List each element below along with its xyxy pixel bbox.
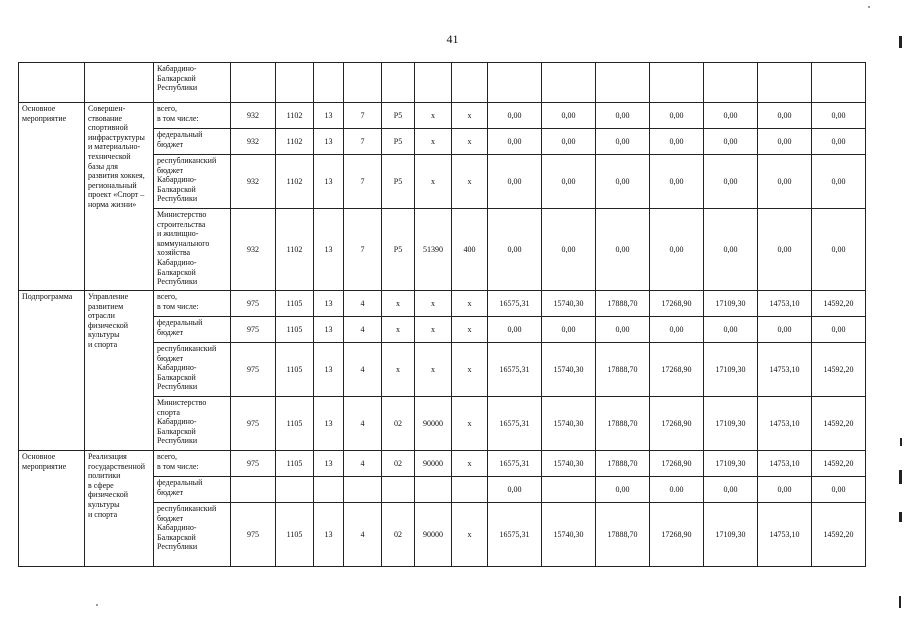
budget-code-cell: х	[452, 343, 488, 397]
budget-code-cell	[452, 63, 488, 103]
budget-code-cell: 13	[314, 209, 344, 291]
budget-code-cell: 13	[314, 343, 344, 397]
budget-code-cell: 13	[314, 503, 344, 567]
funding-source-cell: всего, в том числе:	[154, 291, 231, 317]
budget-code-cell: 975	[231, 451, 276, 477]
funding-source-cell: федеральный бюджет	[154, 317, 231, 343]
amount-cell: 0,00	[542, 155, 596, 209]
budget-code-cell: 13	[314, 451, 344, 477]
page-number: 41	[446, 32, 459, 46]
amount-cell: 14753,10	[758, 451, 812, 477]
table-row	[19, 103, 866, 129]
amount-cell: 17888,70	[596, 343, 650, 397]
budget-code-cell: 975	[231, 397, 276, 451]
amount-cell	[542, 63, 596, 103]
amount-cell: 17109,30	[704, 503, 758, 567]
amount-cell: 0,00	[758, 477, 812, 503]
budget-code-cell: 13	[314, 129, 344, 155]
budget-code-cell: 13	[314, 397, 344, 451]
amount-cell: 0,00	[704, 317, 758, 343]
budget-table	[18, 62, 866, 567]
budget-code-cell	[344, 477, 382, 503]
funding-source-cell: республиканский бюджет Кабардино- Балкарской Республики	[154, 503, 231, 567]
budget-code-cell: 1105	[276, 291, 314, 317]
amount-cell: 0,00	[596, 477, 650, 503]
amount-cell: 0,00	[542, 317, 596, 343]
budget-code-cell	[231, 63, 276, 103]
amount-cell: 14753,10	[758, 397, 812, 451]
budget-code-cell: х	[452, 317, 488, 343]
amount-cell: 0,00	[704, 209, 758, 291]
budget-code-cell: х	[415, 343, 452, 397]
budget-code-cell	[452, 477, 488, 503]
amount-cell: 17109,30	[704, 291, 758, 317]
budget-code-cell: 90000	[415, 397, 452, 451]
amount-cell: 17888,70	[596, 451, 650, 477]
budget-code-cell: х	[415, 291, 452, 317]
amount-cell: 0,00	[488, 209, 542, 291]
budget-code-cell	[415, 63, 452, 103]
budget-code-cell	[415, 477, 452, 503]
amount-cell: 16575,31	[488, 451, 542, 477]
amount-cell: 14753,10	[758, 291, 812, 317]
amount-cell	[812, 63, 866, 103]
amount-cell: 14592,20	[812, 451, 866, 477]
amount-cell: 0.00	[650, 477, 704, 503]
row-group-type: Основное мероприятие	[19, 451, 85, 567]
amount-cell: 0,00	[542, 209, 596, 291]
amount-cell: 0,00	[758, 129, 812, 155]
budget-code-cell: 1102	[276, 209, 314, 291]
amount-cell: 17268,90	[650, 503, 704, 567]
amount-cell	[596, 63, 650, 103]
budget-code-cell: 13	[314, 103, 344, 129]
amount-cell: 0,00	[704, 477, 758, 503]
budget-code-cell: P5	[382, 129, 415, 155]
amount-cell: 0,00	[650, 103, 704, 129]
amount-cell: 0,00	[704, 103, 758, 129]
budget-code-cell: х	[382, 343, 415, 397]
budget-code-cell: 51390	[415, 209, 452, 291]
budget-code-cell: 975	[231, 317, 276, 343]
funding-source-cell: Министерство спорта Кабардино- Балкарской Республики	[154, 397, 231, 451]
budget-code-cell: х	[452, 155, 488, 209]
row-group-type: Основное мероприятие	[19, 103, 85, 291]
amount-cell: 14753,10	[758, 503, 812, 567]
budget-code-cell: х	[415, 317, 452, 343]
scan-margin-mark	[899, 36, 902, 48]
amount-cell: 0,00	[812, 317, 866, 343]
budget-code-cell: 4	[344, 291, 382, 317]
budget-code-cell: 7	[344, 129, 382, 155]
row-group-name: Совершен- ствование спортивной инфраструктуры и материально- технической базы для развития хоккея, региональный проект «Спорт – норма жизни»	[85, 103, 154, 291]
amount-cell: 16575,31	[488, 503, 542, 567]
amount-cell: 0,00	[758, 317, 812, 343]
amount-cell: 14753,10	[758, 343, 812, 397]
amount-cell: 0,00	[812, 155, 866, 209]
budget-code-cell: 932	[231, 155, 276, 209]
scan-margin-mark	[899, 596, 901, 608]
budget-code-cell: х	[452, 103, 488, 129]
amount-cell: 0,00	[596, 103, 650, 129]
budget-code-cell: х	[452, 451, 488, 477]
budget-code-cell: 7	[344, 103, 382, 129]
amount-cell: 17268,90	[650, 291, 704, 317]
budget-code-cell: 13	[314, 155, 344, 209]
table-row	[19, 451, 866, 477]
budget-code-cell: х	[415, 103, 452, 129]
budget-code-cell: 7	[344, 209, 382, 291]
amount-cell: 15740,30	[542, 503, 596, 567]
amount-cell: 17109,30	[704, 451, 758, 477]
budget-code-cell: х	[382, 317, 415, 343]
budget-code-cell	[231, 477, 276, 503]
row-group-name: Управление развитием отрасли физической культуры и спорта	[85, 291, 154, 451]
budget-code-cell: P5	[382, 209, 415, 291]
amount-cell: 0,00	[542, 103, 596, 129]
budget-code-cell: P5	[382, 103, 415, 129]
amount-cell	[542, 477, 596, 503]
funding-source-cell: федеральный бюджет	[154, 129, 231, 155]
budget-code-cell	[344, 63, 382, 103]
scan-dust	[96, 604, 98, 606]
amount-cell: 14592,20	[812, 343, 866, 397]
amount-cell: 0,00	[812, 129, 866, 155]
budget-code-cell: 1105	[276, 503, 314, 567]
funding-source-cell: Министерство строительства и жилищно- коммунального хозяйства Кабардино- Балкарской Республики	[154, 209, 231, 291]
budget-code-cell: 1105	[276, 343, 314, 397]
budget-code-cell: 1102	[276, 129, 314, 155]
amount-cell: 15740,30	[542, 291, 596, 317]
amount-cell: 0,00	[488, 477, 542, 503]
budget-code-cell: 400	[452, 209, 488, 291]
budget-code-cell: 13	[314, 291, 344, 317]
budget-code-cell: 932	[231, 103, 276, 129]
amount-cell: 15740,30	[542, 451, 596, 477]
amount-cell: 14592,20	[812, 291, 866, 317]
budget-code-cell: 4	[344, 317, 382, 343]
budget-code-cell: 1102	[276, 103, 314, 129]
amount-cell: 17888,70	[596, 291, 650, 317]
amount-cell: 16575,31	[488, 343, 542, 397]
budget-code-cell	[382, 63, 415, 103]
amount-cell: 0,00	[596, 155, 650, 209]
budget-code-cell: 1105	[276, 451, 314, 477]
amount-cell: 17109,30	[704, 343, 758, 397]
budget-code-cell: 975	[231, 291, 276, 317]
scan-dust	[868, 6, 870, 8]
amount-cell: 0,00	[596, 317, 650, 343]
amount-cell: 0,00	[650, 155, 704, 209]
funding-source-cell: всего, в том числе:	[154, 451, 231, 477]
budget-code-cell: 02	[382, 397, 415, 451]
table-row	[19, 63, 866, 103]
budget-code-cell: х	[452, 291, 488, 317]
table-row	[19, 291, 866, 317]
budget-code-cell	[314, 63, 344, 103]
budget-code-cell: х	[452, 397, 488, 451]
budget-code-cell: 1105	[276, 317, 314, 343]
amount-cell: 16575,31	[488, 291, 542, 317]
amount-cell: 0,00	[812, 477, 866, 503]
budget-code-cell	[276, 477, 314, 503]
amount-cell: 0,00	[542, 129, 596, 155]
amount-cell: 17268,90	[650, 451, 704, 477]
amount-cell: 16575,31	[488, 397, 542, 451]
amount-cell: 0,00	[596, 129, 650, 155]
funding-source-cell: федеральный бюджет	[154, 477, 231, 503]
amount-cell: 14592,20	[812, 503, 866, 567]
budget-code-cell: 4	[344, 451, 382, 477]
amount-cell: 0,00	[704, 155, 758, 209]
funding-source-cell: республиканский бюджет Кабардино- Балкарской Республики	[154, 343, 231, 397]
row-group-name	[85, 63, 154, 103]
budget-code-cell	[314, 477, 344, 503]
budget-code-cell: 932	[231, 129, 276, 155]
budget-code-cell: х	[415, 155, 452, 209]
budget-code-cell: х	[415, 129, 452, 155]
amount-cell: 0,00	[758, 103, 812, 129]
row-group-name: Реализация государственной политики в сфере физической культуры и спорта	[85, 451, 154, 567]
budget-code-cell: 932	[231, 209, 276, 291]
amount-cell: 0,00	[758, 209, 812, 291]
amount-cell: 0,00	[650, 317, 704, 343]
amount-cell: 17109,30	[704, 397, 758, 451]
budget-code-cell: х	[382, 291, 415, 317]
budget-code-cell: 4	[344, 397, 382, 451]
amount-cell: 0,00	[650, 129, 704, 155]
budget-table-container	[18, 62, 866, 567]
row-group-type: Подпрограмма	[19, 291, 85, 451]
budget-code-cell: P5	[382, 155, 415, 209]
amount-cell: 17888,70	[596, 503, 650, 567]
budget-code-cell: х	[452, 129, 488, 155]
row-group-type	[19, 63, 85, 103]
budget-code-cell: 1105	[276, 397, 314, 451]
funding-source-cell: республиканский бюджет Кабардино- Балкарской Республики	[154, 155, 231, 209]
budget-code-cell	[276, 63, 314, 103]
amount-cell: 17268,90	[650, 397, 704, 451]
amount-cell	[488, 63, 542, 103]
budget-code-cell: 02	[382, 451, 415, 477]
amount-cell: 0,00	[488, 155, 542, 209]
funding-source-cell: Кабардино- Балкарской Республики	[154, 63, 231, 103]
amount-cell: 0,00	[812, 209, 866, 291]
amount-cell: 15740,30	[542, 343, 596, 397]
amount-cell: 17888,70	[596, 397, 650, 451]
budget-code-cell: х	[452, 503, 488, 567]
budget-code-cell: 975	[231, 343, 276, 397]
budget-code-cell: 975	[231, 503, 276, 567]
budget-code-cell: 02	[382, 503, 415, 567]
budget-code-cell: 90000	[415, 503, 452, 567]
scan-margin-mark	[900, 438, 902, 446]
budget-code-cell: 90000	[415, 451, 452, 477]
amount-cell	[758, 63, 812, 103]
amount-cell: 0,00	[812, 103, 866, 129]
budget-code-cell: 7	[344, 155, 382, 209]
amount-cell: 0,00	[704, 129, 758, 155]
budget-code-cell	[382, 477, 415, 503]
amount-cell: 0,00	[650, 209, 704, 291]
budget-code-cell: 13	[314, 317, 344, 343]
amount-cell: 0,00	[488, 317, 542, 343]
amount-cell: 15740,30	[542, 397, 596, 451]
funding-source-cell: всего, в том числе:	[154, 103, 231, 129]
amount-cell: 17268,90	[650, 343, 704, 397]
amount-cell	[704, 63, 758, 103]
amount-cell: 0,00	[758, 155, 812, 209]
amount-cell: 0,00	[596, 209, 650, 291]
budget-code-cell: 4	[344, 503, 382, 567]
amount-cell	[650, 63, 704, 103]
amount-cell: 0,00	[488, 103, 542, 129]
budget-code-cell: 1102	[276, 155, 314, 209]
scan-margin-mark	[899, 512, 902, 522]
budget-code-cell: 4	[344, 343, 382, 397]
amount-cell: 14592,20	[812, 397, 866, 451]
scan-margin-mark	[899, 470, 902, 484]
amount-cell: 0,00	[488, 129, 542, 155]
